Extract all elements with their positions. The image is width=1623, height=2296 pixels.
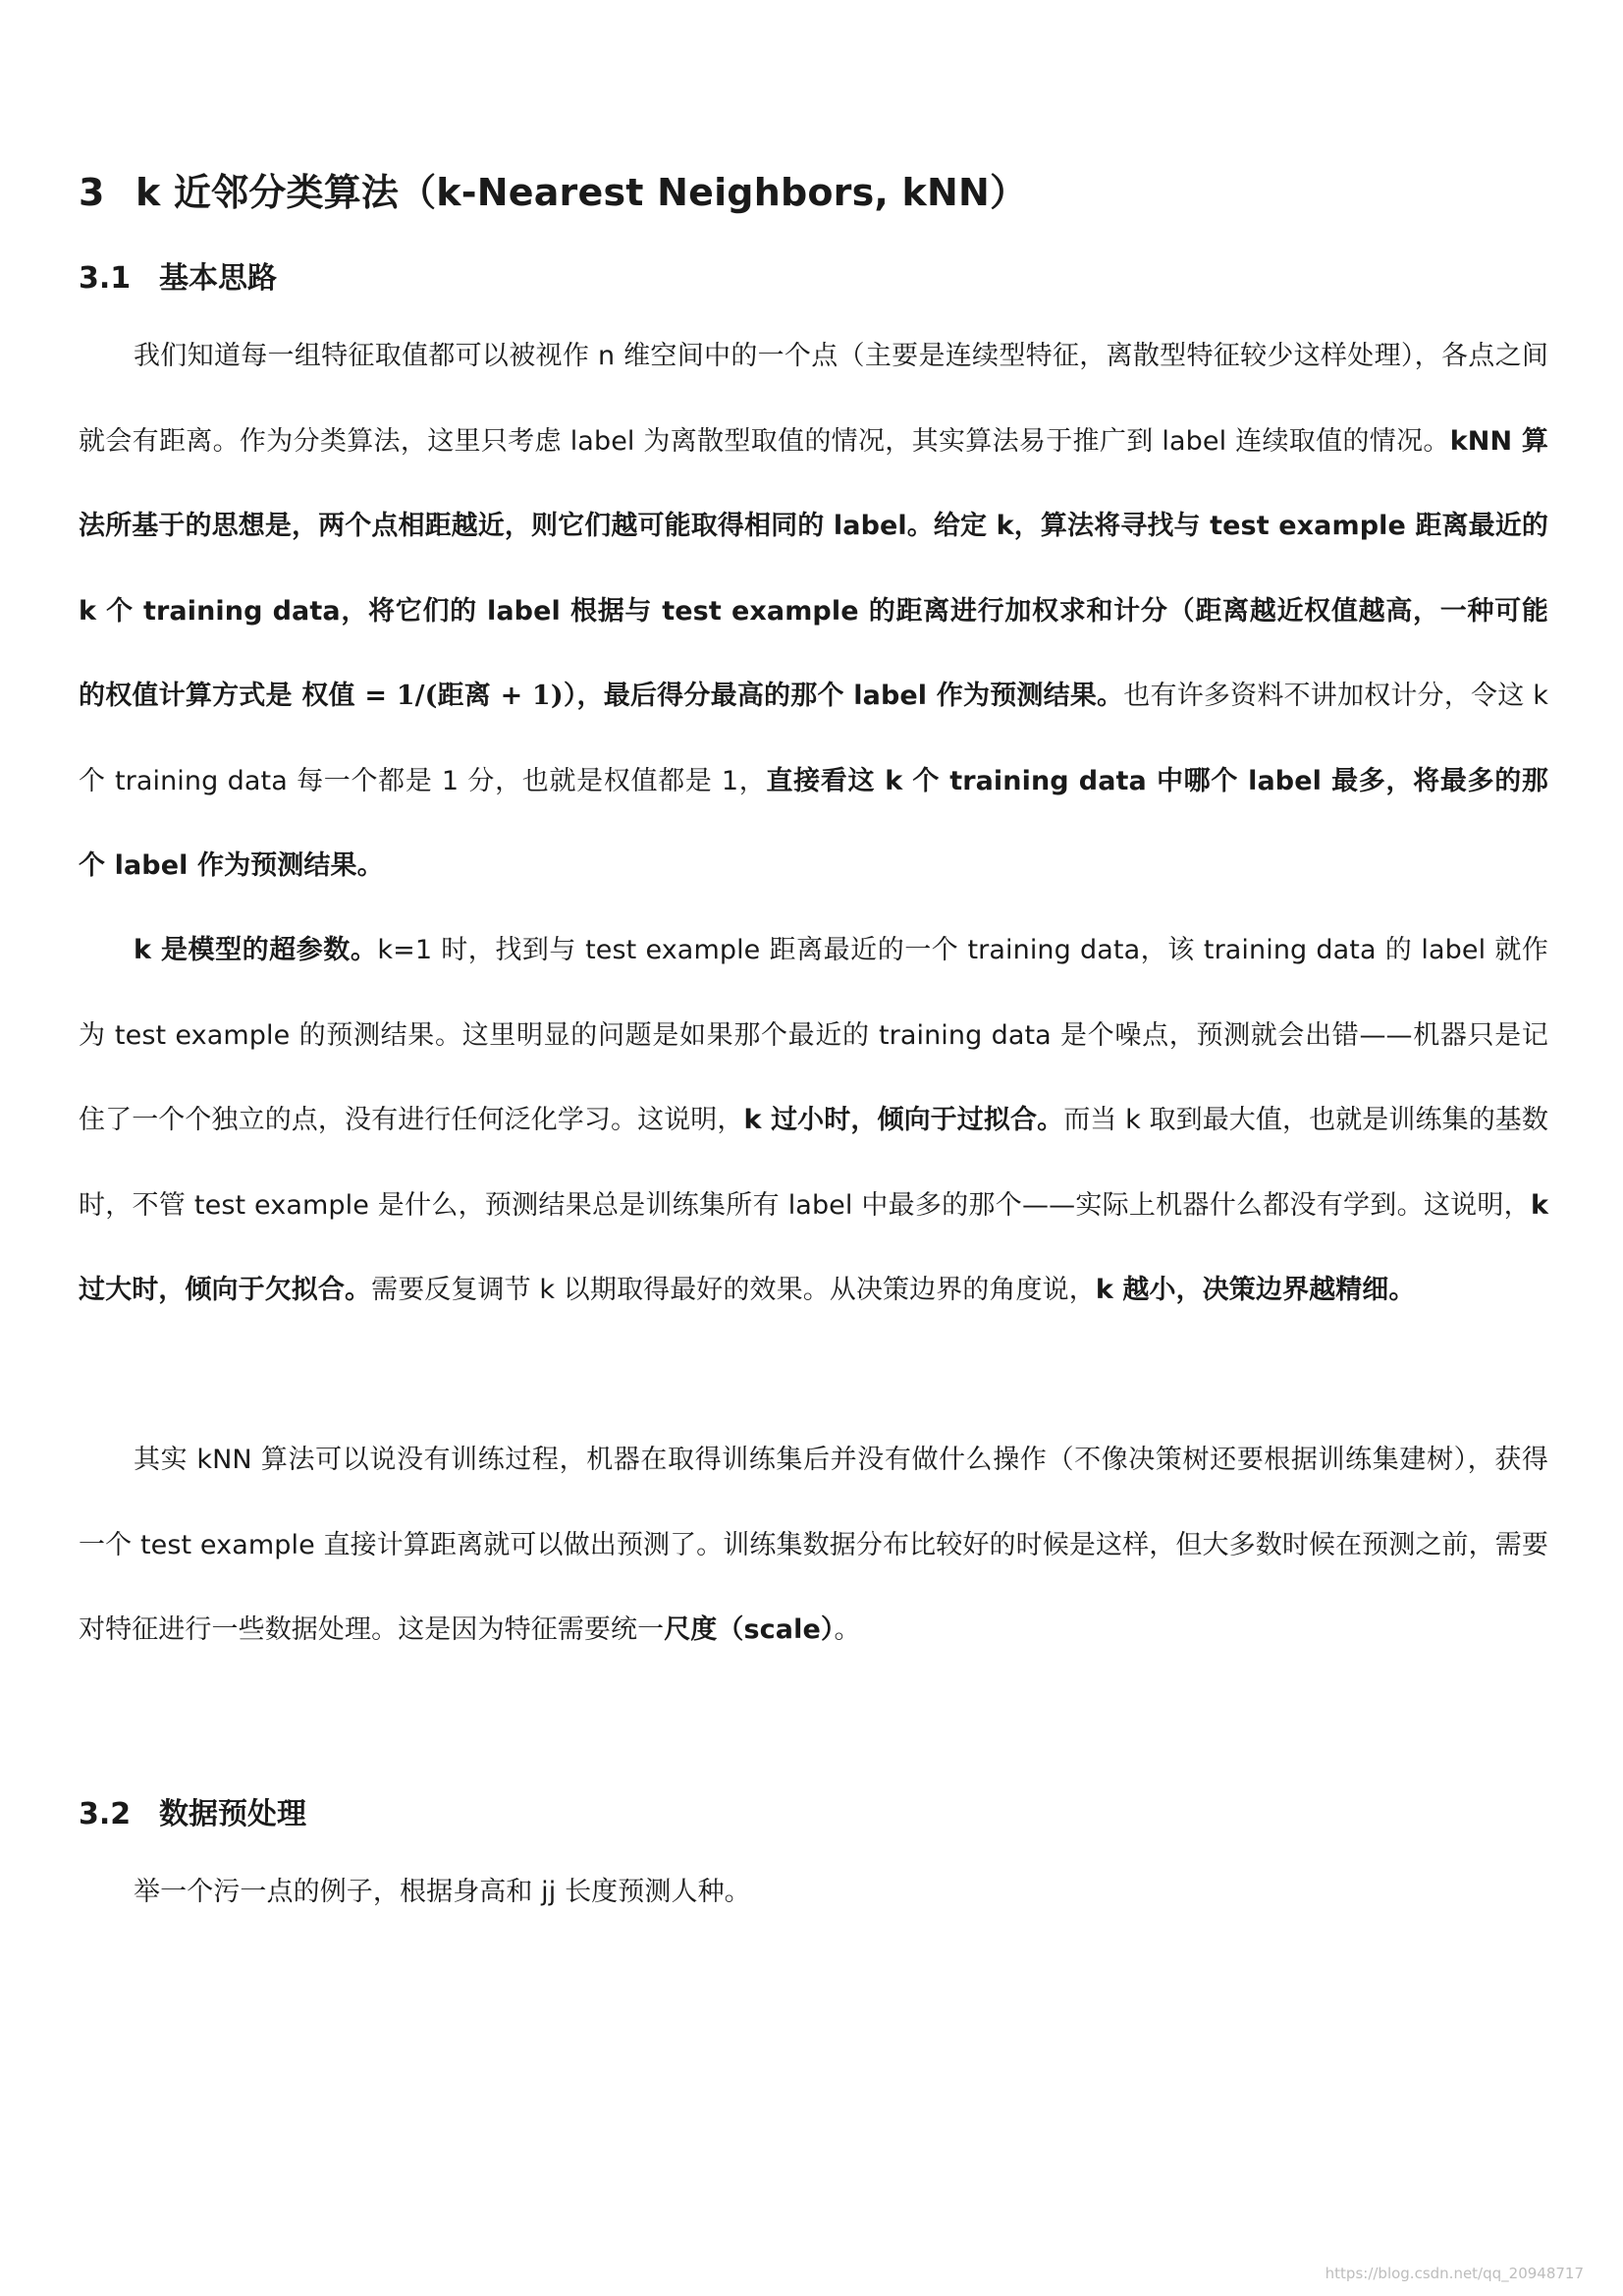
section-3-title: k 近邻分类算法（k-Nearest Neighbors, kNN） [135, 171, 1028, 214]
section-3-heading [79, 162, 1027, 216]
paragraph-no-training [79, 1418, 1548, 1673]
p2-text-1: k=1 时，找到与 test example 距离最近的一个 training data，该 training data 的 label 就作为 test example 的预测结果。这里明显的问题是如果那个最近的 training data 是个噪点，预测就会出错——机器只是记住了一个个独立的点，没有进行任何泛化学习。这说明， [79, 935, 1548, 1135]
p2-bold-2: k 过小时，倾向于过拟合。 [743, 1105, 1064, 1135]
section-3-1-heading [79, 253, 277, 297]
p4-text-1: 举一个污一点的例子，根据身高和 jj 长度预测人种。 [134, 1877, 751, 1907]
paragraph-basic-idea [79, 314, 1548, 909]
section-3-2-number: 3.2 [79, 1797, 132, 1831]
p3-text-2: 。 [834, 1614, 861, 1645]
section-3-2-title: 数据预处理 [159, 1797, 306, 1831]
p3-text-1: 其实 kNN 算法可以说没有训练过程，机器在取得训练集后并没有做什么操作（不像决策树还要根据训练集建树），获得一个 test example 直接计算距离就可以做出预测了。训练集数据分布比较好的时候是这样，但大多数时候在预测之前，需要对特征进行一些数据处理。这是因为特征需要统一 [79, 1445, 1548, 1645]
p3-bold-scale: 尺度（scale） [664, 1614, 835, 1645]
section-3-1-title: 基本思路 [159, 261, 277, 296]
p1-weight-formula: = 1/(距离 + 1) [354, 681, 564, 711]
p2-bold-1: k 是模型的超参数。 [134, 935, 378, 965]
p2-text-3: 需要反复调节 k 以期取得最好的效果。从决策边界的角度说， [371, 1275, 1096, 1305]
p2-text-2: 而当 k 取到最大值，也就是训练集的基数时，不管 test example 是什么，预测结果总是训练集所有 label 中最多的那个——实际上机器什么都没有学到。这说明， [79, 1105, 1548, 1221]
section-3-number: 3 [79, 171, 105, 214]
watermark-url: https://blog.csdn.net/qq_20948717 [1325, 2265, 1584, 2282]
p1-text-2: 也有许多资料不讲加权计分，令这 k 个 training data 每一个都是 1 分，也就是权值都是 1， [79, 681, 1549, 796]
section-3-1-number: 3.1 [79, 261, 132, 296]
section-3-2-heading [79, 1789, 306, 1832]
p2-bold-4: k 越小，决策边界越精细。 [1095, 1275, 1416, 1305]
p1-text-1: 我们知道每一组特征取值都可以被视作 n 维空间中的一个点（主要是连续型特征，离散型特征较少这样处理），各点之间就会有距离。作为分类算法，这里只考虑 label 为离散型取值的情况，其实算法易于推广到 label 连续取值的情况。 [79, 341, 1548, 457]
p1-bold-3: 直接看这 k 个 training data 中哪个 label 最多，将最多的那个 label 作为预测结果。 [79, 765, 1548, 881]
p1-bold-1: kNN 算法所基于的思想是，两个点相距越近，则它们越可能取得相同的 label。给定 k，算法将寻找与 test example 距离最近的 k 个 training data，将它们的 label 根据与 test example 的距离进行加权求和计分（距离越近权值越高，一种可能的权值计算方式是 权值 [79, 425, 1548, 711]
paragraph-preprocessing-example [79, 1850, 1548, 1936]
paragraph-hyperparameter-k [79, 908, 1548, 1334]
p1-bold-2: ），最后得分最高的那个 label 作为预测结果。 [563, 681, 1124, 711]
p2-bold-3: k 过大时，倾向于欠拟合。 [79, 1189, 1548, 1305]
